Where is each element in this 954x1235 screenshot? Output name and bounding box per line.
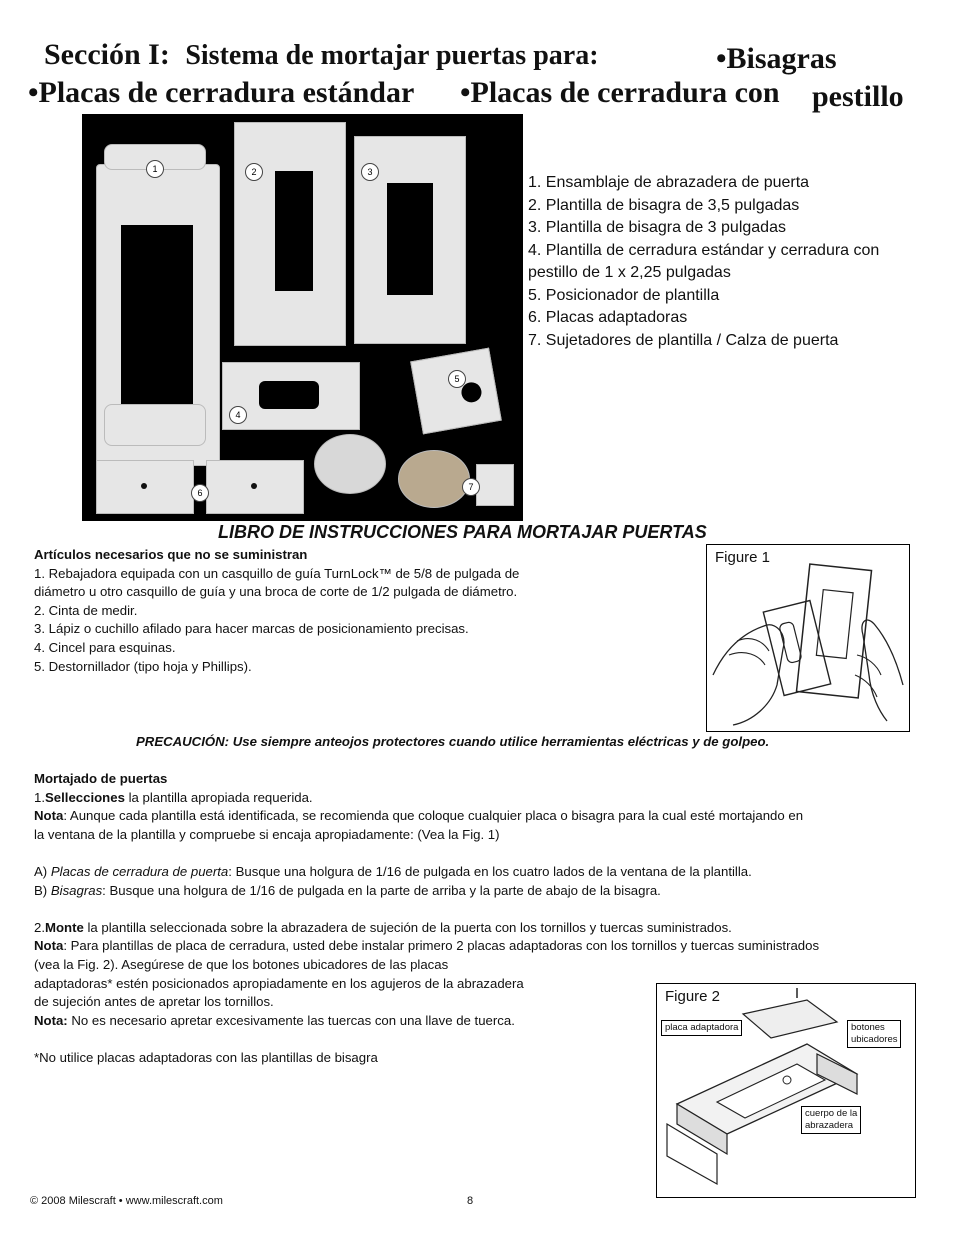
items-needed-line: 3. Lápiz o cuchillo afilado para hacer marcas de posicionamiento precisas.	[34, 621, 469, 637]
parts-list-item: 7. Sujetadores de plantilla / Calza de puerta	[528, 331, 839, 349]
bullet-standard-strike: •Placas de cerradura estándar	[28, 76, 415, 109]
items-needed-line: 2. Cinta de medir.	[34, 602, 138, 618]
option-a-prefix: A)	[34, 863, 51, 879]
clamp-assembly-illustration	[657, 984, 915, 1197]
template-positioner	[410, 348, 502, 435]
figure-2	[656, 983, 916, 1198]
parts-list-item: 5. Posicionador de plantilla	[528, 286, 720, 304]
figure-1	[706, 544, 910, 732]
step-1-keyword: Sellecciones	[45, 789, 125, 805]
note-3-text: No es necesario apretar excesivamente las tuercas con una llave de tuerca.	[67, 1012, 515, 1028]
bullet-latch-word: pestillo	[812, 80, 904, 113]
note-2-text-cont: adaptadoras* estén posicionados apropiadamente en los agujeros de la abrazadera	[34, 975, 524, 991]
tag-locating-buttons	[847, 1020, 901, 1048]
parts-list-item: 3. Plantilla de bisagra de 3 pulgadas	[528, 219, 786, 236]
items-needed	[34, 546, 519, 676]
section-main: Sistema de mortajar puertas para:	[185, 40, 599, 71]
step-1-text: la plantilla apropiada requerida.	[124, 789, 313, 805]
parts-list-item: 6. Placas adaptadoras	[528, 309, 688, 326]
fastener-cup	[314, 434, 386, 494]
step-2-keyword: Monte	[45, 919, 84, 935]
items-needed-line: 5. Destornillador (tipo hoja y Phillips).	[34, 658, 252, 674]
door-shim	[476, 464, 514, 506]
note-2-text: : Para plantillas de placa de cerradura, usted debe instalar primero 2 placas adaptadoras con los tornillos y tuercas suministrados	[63, 938, 820, 954]
option-a-title: Placas de cerradura de puerta	[50, 863, 229, 879]
parts-list-item: 2. Plantilla de bisagra de 3,5 pulgadas	[528, 196, 800, 214]
label-1: 1	[146, 160, 164, 178]
option-b-text: : Busque una holgura de 1/16 de pulgada en la parte de arriba y la parte de abajo de la bisagra.	[102, 882, 661, 898]
label-5: 5	[448, 370, 466, 388]
fasteners-pile	[398, 450, 470, 508]
items-needed-line: diámetro u otro casquillo de guía y una broca de corte de 1/2 pulgada de diámetro.	[34, 584, 518, 600]
hands-holding-plate-illustration	[707, 545, 909, 731]
label-7: 7	[462, 478, 480, 496]
bullet-latch-strike: •Placas de cerradura con	[460, 76, 780, 109]
tag-adapter-plate: placa adaptadora	[661, 1020, 742, 1036]
tag-clamp-body-line: abrazadera	[805, 1120, 854, 1131]
tag-locating-buttons-line: botones	[851, 1022, 885, 1033]
section-title	[44, 38, 599, 73]
label-3: 3	[361, 163, 379, 181]
option-b-title: Bisagras	[50, 882, 103, 898]
note-label: Nota	[34, 808, 64, 824]
label-4: 4	[229, 406, 247, 424]
parts-list-item: pestillo de 1 x 2,25 pulgadas	[528, 264, 731, 281]
parts-photo	[82, 114, 523, 521]
tag-clamp-body-line: cuerpo de la	[805, 1108, 858, 1119]
note-1-text-cont: la ventana de la plantilla y compruebe si encaja apropiadamente: (Vea la Fig. 1)	[34, 826, 500, 842]
note-2-text-cont: de sujeción antes de apretar los tornillos.	[34, 994, 274, 1010]
hinge-template-3-5	[234, 122, 346, 346]
note-3-label: Nota:	[34, 1012, 68, 1028]
tag-clamp-body	[801, 1106, 861, 1134]
footnote: *No utilice placas adaptadoras con las plantillas de bisagra	[34, 1049, 378, 1065]
step-2-number: 2.	[34, 919, 45, 935]
adapter-plate-left	[96, 460, 194, 514]
adapter-plate-right	[206, 460, 304, 514]
section-prefix: Sección I:	[44, 38, 170, 71]
parts-list-item: 1. Ensamblaje de abrazadera de puerta	[528, 174, 810, 191]
note-1-text: : Aunque cada plantilla está identificada, se recomienda que coloque cualquier placa o bisagra para la cual esté mortajando en	[63, 808, 804, 824]
items-needed-line: 1. Rebajadora equipada con un casquillo de guía TurnLock™ de 5/8 de pulgada de	[34, 565, 520, 581]
parts-list-item: 4. Plantilla de cerradura estándar y cerradura con	[528, 241, 880, 259]
caution-notice: PRECAUCIÓN: Use siempre anteojos protectores cuando utilice herramientas eléctricas y de golpeo.	[136, 734, 770, 749]
book-title: LIBRO DE INSTRUCCIONES PARA MORTAJAR PUERTAS	[218, 522, 707, 542]
clamp-bottom-knob	[104, 404, 206, 446]
label-6: 6	[191, 484, 209, 502]
figure-1-label: Figure 1	[715, 549, 771, 566]
items-needed-line: 4. Cincel para esquinas.	[34, 639, 176, 655]
page-number: 8	[467, 1195, 474, 1207]
step-2-text: la plantilla seleccionada sobre la abrazadera de sujeción de la puerta con los tornillos y tuercas suministrados.	[83, 919, 732, 935]
bullet-hinges: •Bisagras	[716, 42, 837, 75]
parts-list	[528, 172, 928, 352]
mortise-heading: Mortajado de puertas	[34, 771, 168, 786]
tag-locating-buttons-line: ubicadores	[851, 1034, 898, 1045]
note-label: Nota	[34, 938, 64, 954]
items-needed-heading: Artículos necesarios que no se suministran	[34, 547, 308, 562]
step-1-number: 1.	[34, 789, 45, 805]
option-a-text: : Busque una holgura de 1/16 de pulgada en los cuatro lados de la ventana de la plantilla.	[228, 863, 752, 879]
note-2-text-cont: (vea la Fig. 2). Asegúrese de que los botones ubicadores de las placas	[34, 956, 449, 972]
label-2: 2	[245, 163, 263, 181]
figure-2-label: Figure 2	[665, 988, 721, 1005]
footer-copyright: © 2008 Milescraft • www.milescraft.com	[30, 1195, 223, 1207]
option-b-prefix: B)	[34, 882, 51, 898]
